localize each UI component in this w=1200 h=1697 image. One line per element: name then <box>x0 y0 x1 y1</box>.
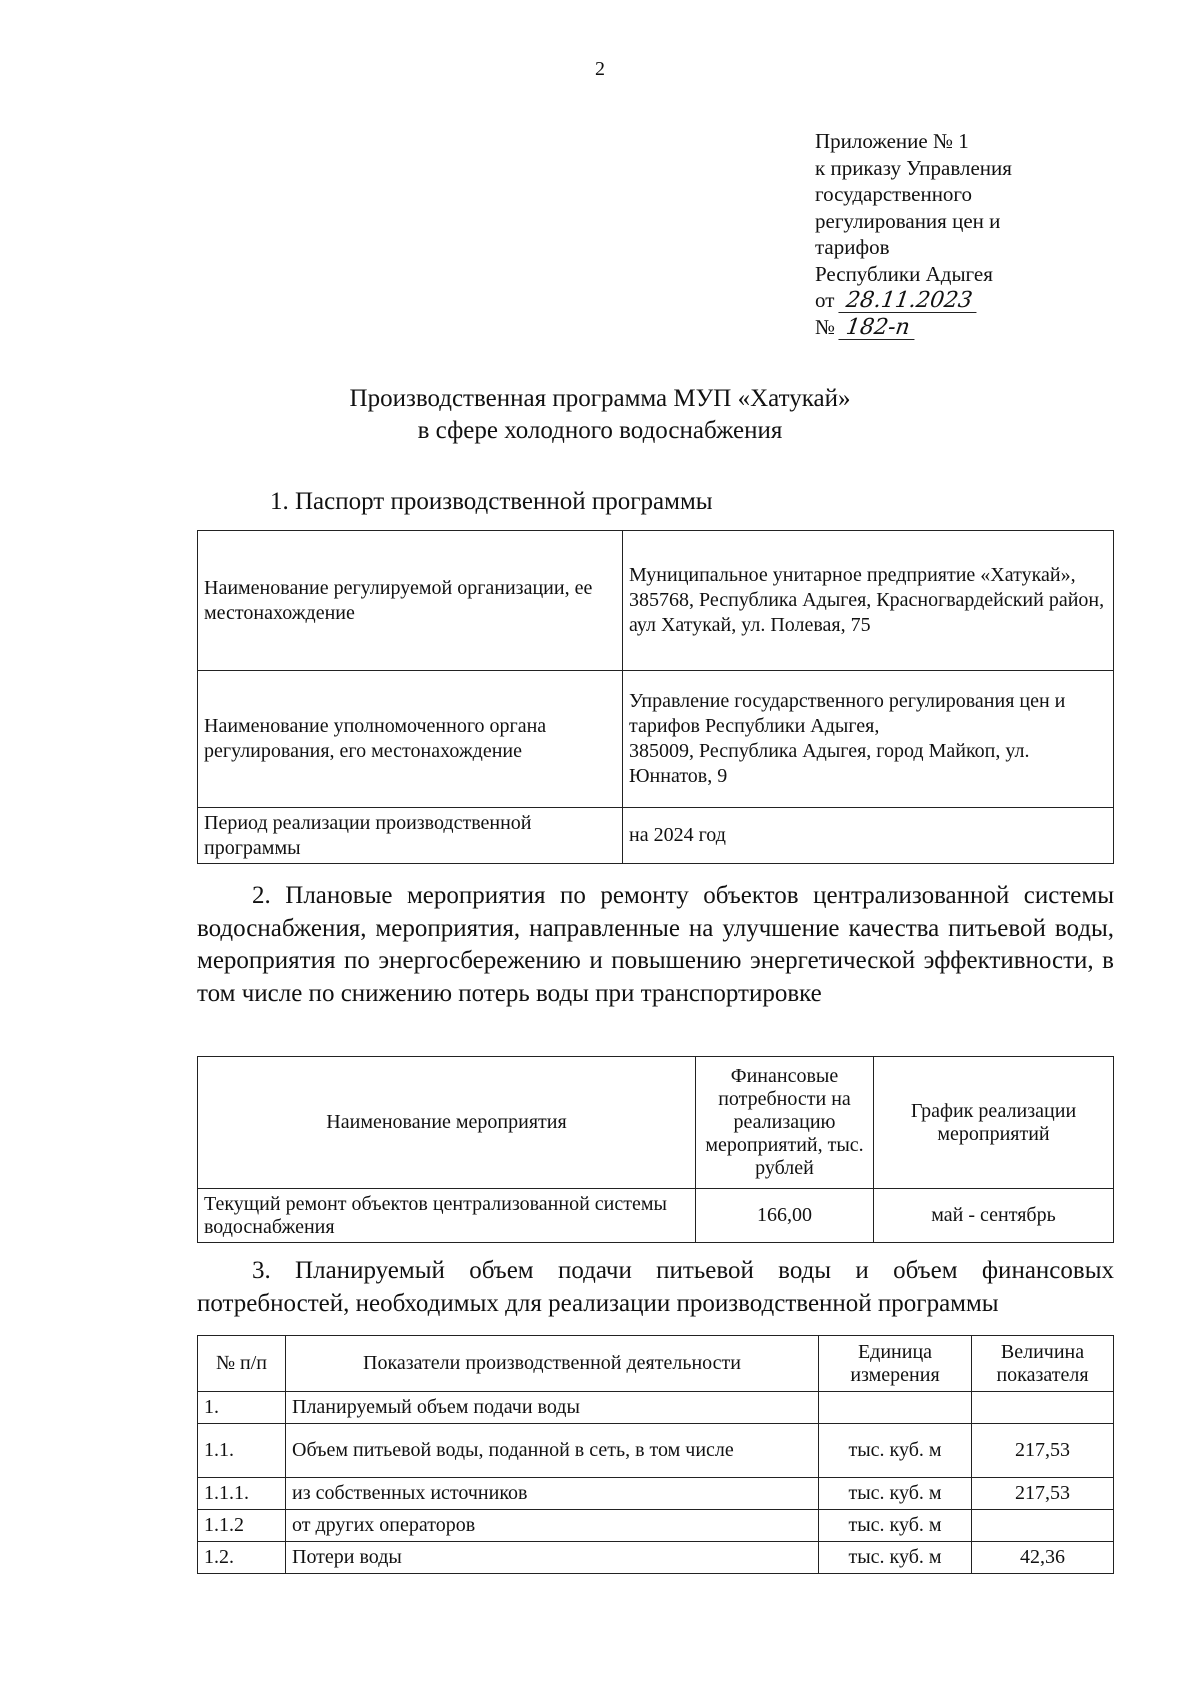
table-cell: Планируемый объем подачи воды <box>286 1392 819 1424</box>
column-header: Единица измерения <box>819 1336 972 1392</box>
column-header: Показатели производственной деятельности <box>286 1336 819 1392</box>
table-cell: 1.1.1. <box>198 1478 286 1510</box>
table-header-row <box>198 1336 1114 1392</box>
table-cell: 166,00 <box>696 1189 874 1243</box>
section3-heading <box>197 1255 1114 1320</box>
date-prefix: от <box>815 288 835 312</box>
passport-table <box>197 530 1114 864</box>
column-header: Финансовые потребности на реализацию мероприятий, тыс. рублей <box>696 1057 874 1189</box>
table-cell: Текущий ремонт объектов централизованной системы водоснабжения <box>198 1189 696 1243</box>
appendix-line: к приказу Управления <box>815 155 1012 180</box>
table-row <box>198 1189 1114 1243</box>
table-cell <box>972 1392 1114 1424</box>
section2-heading <box>197 880 1114 1010</box>
title-line-2: в сфере холодного водоснабжения <box>417 417 783 444</box>
table-row <box>198 1510 1114 1542</box>
handwritten-number: 182-п <box>839 317 918 340</box>
table-cell: тыс. куб. м <box>819 1424 972 1478</box>
table-cell: 1.1.2 <box>198 1510 286 1542</box>
measures-table <box>197 1056 1114 1243</box>
table-cell: Период реализации производственной программы <box>198 808 623 864</box>
table-cell: тыс. куб. м <box>819 1510 972 1542</box>
section3-text: 3. Планируемый объем подачи питьевой воды и объем финансовых потребностей, необходимых для реализации производственной программы <box>197 1257 1114 1317</box>
table-row <box>198 531 1114 671</box>
table-header-row <box>198 1057 1114 1189</box>
table-cell: от других операторов <box>286 1510 819 1542</box>
table-row <box>198 808 1114 864</box>
table-cell: тыс. куб. м <box>819 1542 972 1574</box>
appendix-line: Республики Адыгея <box>815 261 993 286</box>
table-row <box>198 1392 1114 1424</box>
table-cell: Управление государственного регулирования цен и тарифов Республики Адыгея, 385009, Республика Адыгея, город Майкоп, ул. Юннатов, 9 <box>623 671 1114 808</box>
column-header: Наименование мероприятия <box>198 1057 696 1189</box>
table-cell: Наименование регулируемой организации, ее местонахождение <box>198 531 623 671</box>
indicators-table <box>197 1335 1114 1574</box>
table-row <box>198 1542 1114 1574</box>
section1-heading: 1. Паспорт производственной программы <box>270 488 713 515</box>
table-cell: на 2024 год <box>623 808 1114 864</box>
table-row <box>198 671 1114 808</box>
table-cell <box>819 1392 972 1424</box>
table-cell: Потери воды <box>286 1542 819 1574</box>
number-prefix: № <box>815 314 836 339</box>
table-row <box>198 1424 1114 1478</box>
appendix-line: Приложение № 1 <box>815 129 969 153</box>
column-header: График реализации мероприятий <box>874 1057 1114 1189</box>
appendix-line: регулирования цен и <box>815 208 1001 233</box>
table-row <box>198 1478 1114 1510</box>
appendix-block <box>815 128 1012 340</box>
page-number: 2 <box>595 58 605 80</box>
appendix-line: тарифов <box>815 235 890 259</box>
title-line-1: Производственная программа МУП «Хатукай» <box>349 385 851 412</box>
table-cell: тыс. куб. м <box>819 1478 972 1510</box>
appendix-line: государственного <box>815 182 973 206</box>
table-cell: Объем питьевой воды, поданной в сеть, в том числе <box>286 1424 819 1478</box>
table-cell: май - сентябрь <box>874 1189 1114 1243</box>
table-cell: Муниципальное унитарное предприятие «Хатукай», 385768, Республика Адыгея, Красногвардейский район, аул Хатукай, ул. Полевая, 75 <box>623 531 1114 671</box>
table-cell: Наименование уполномоченного органа регулирования, его местонахождение <box>198 671 623 808</box>
handwritten-date: 28.11.2023 <box>838 290 979 313</box>
table-cell: 217,53 <box>972 1478 1114 1510</box>
appendix-date <box>815 287 1012 314</box>
section2-text: 2. Плановые мероприятия по ремонту объектов централизованной системы водоснабжения, мероприятия, направленные на улучшение качества питьевой воды, мероприятия по энергосбережению и повышению энергетической эффективности, в том числе по снижению потерь воды при транспортировке <box>197 882 1114 1007</box>
table-cell: 1.2. <box>198 1542 286 1574</box>
column-header: № п/п <box>198 1336 286 1392</box>
table-cell: 1.1. <box>198 1424 286 1478</box>
table-cell: из собственных источников <box>286 1478 819 1510</box>
table-cell <box>972 1510 1114 1542</box>
table-cell: 217,53 <box>972 1424 1114 1478</box>
table-cell: 1. <box>198 1392 286 1424</box>
document-title <box>0 383 1200 447</box>
appendix-number <box>815 314 1012 341</box>
table-cell: 42,36 <box>972 1542 1114 1574</box>
column-header: Величина показателя <box>972 1336 1114 1392</box>
